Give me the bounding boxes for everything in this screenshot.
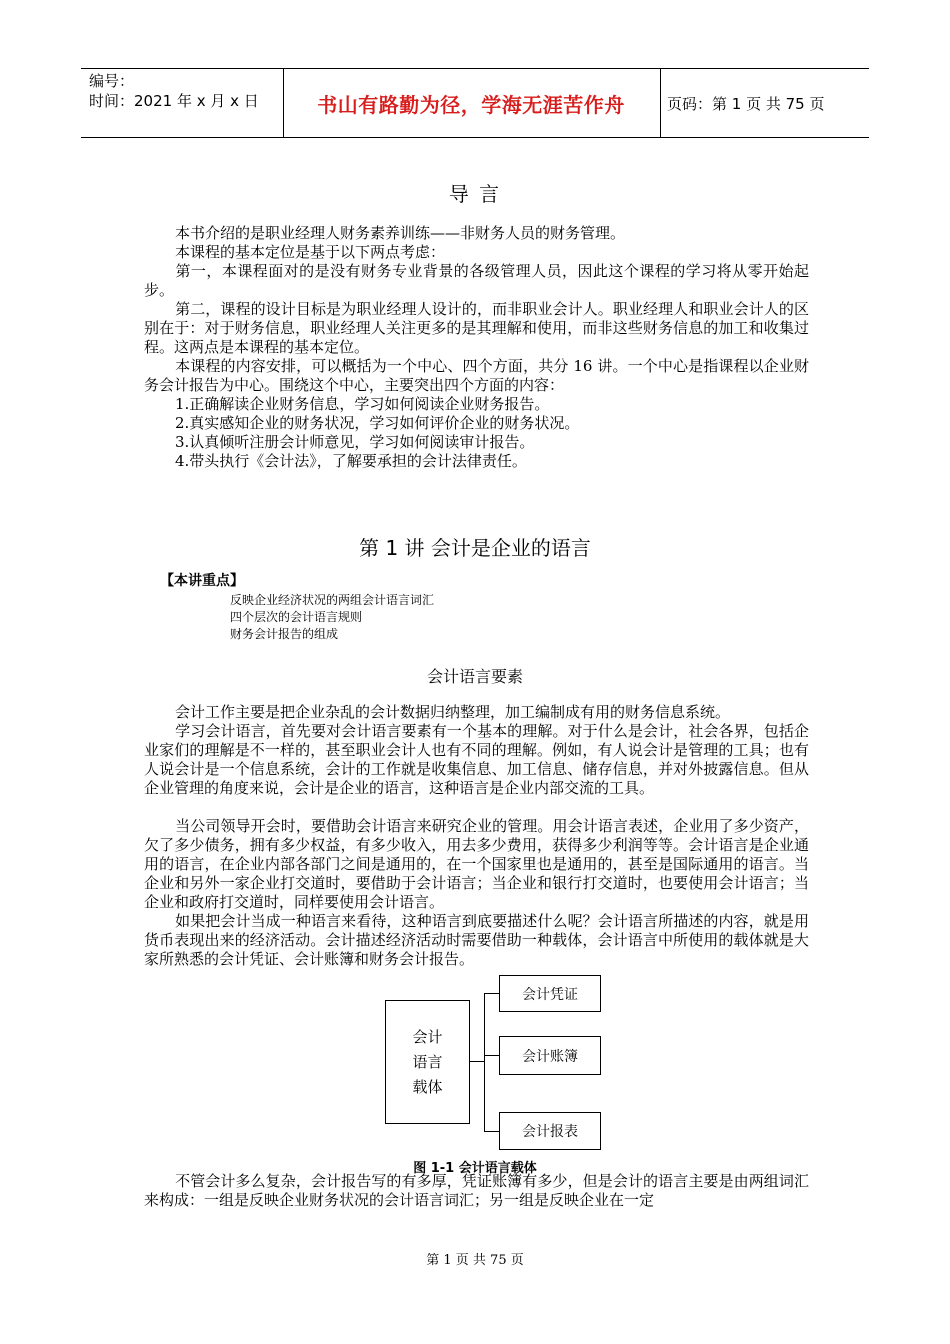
intro-paragraph: 第一，本课程面对的是没有财务专业背景的各级管理人员，因此这个课程的学习将从零开始起步。: [144, 262, 809, 299]
header-meta: [89, 71, 259, 111]
intro-title: 导 言: [448, 182, 502, 206]
intro-list-item: 4.带头执行《会计法》，了解要承担的会计法律责任。: [175, 452, 527, 470]
intro-paragraph: 第二，课程的设计目标是为职业经理人设计的，而非职业会计人。职业经理人和职业会计人的区别在于：对于财务信息，职业经理人关注更多的是其理解和使用，而非这些财务信息的加工和收集过程。这两点是本课程的基本定位。: [144, 300, 809, 356]
diagram-connector: [484, 993, 485, 1131]
diagram-connector: [484, 993, 500, 994]
diagram-child-ledger: 会计账簿: [499, 1036, 601, 1075]
focus-item: 反映企业经济状况的两组会计语言词汇: [230, 593, 435, 607]
lecture-title: 第 1 讲 会计是企业的语言: [359, 536, 591, 560]
section-title: 会计语言要素: [426, 667, 523, 686]
diagram-connector: [484, 1055, 500, 1056]
figure-caption: 图 1-1 会计语言载体: [413, 1161, 537, 1176]
document-date-label: 时间：2021 年 x 月 x 日: [89, 92, 259, 110]
document-number-label: 编号：: [89, 72, 135, 90]
intro-paragraph: 本课程的基本定位是基于以下两点考虑：: [175, 243, 446, 261]
header-page-label: 页码：第 1 页 共 75 页: [667, 94, 825, 113]
focus-item: 四个层次的会计语言规则: [230, 610, 363, 624]
body-paragraph: 不管会计多么复杂，会计报告写的有多厚，凭证账簿有多少，但是会计的语言主要是由两组词汇来构成：一组是反映企业财务状况的会计语言词汇；另一组是反映企业在一定: [144, 1172, 809, 1209]
body-paragraph: 当公司领导开会时，要借助会计语言来研究企业的管理。用会计语言表述，企业用了多少资产，欠了多少债务，拥有多少权益，有多少收入，用去多少费用，获得多少利润等等。会计语言是企业通用的语言，在企业内部各部门之间是通用的，在一个国家里也是通用的，甚至是国际通用的语言。当企业和另外一家企业打交道时，要借助于会计语言；当企业和银行打交道时，也要使用会计语言；当企业和政府打交道时，同样要使用会计语言。: [144, 817, 809, 911]
intro-list-item: 1.正确解读企业财务信息，学习如何阅读企业财务报告。: [175, 395, 550, 413]
body-paragraph: 学习会计语言，首先要对会计语言要素有一个基本的理解。对于什么是会计，社会各界，包括企业家们的理解是不一样的，甚至职业会计人也有不同的理解。例如，有人说会计是管理的工具；也有人说会计是一个信息系统，会计的工作就是收集信息、加工信息、储存信息，并对外披露信息。但从企业管理的角度来说，会计是企业的语言，这种语言是企业内部交流的工具。: [144, 722, 809, 797]
intro-list-item: 2.真实感知企业的财务状况，学习如何评价企业的财务状况。: [175, 414, 580, 432]
diagram-connector: [470, 1061, 485, 1062]
diagram-connector: [484, 1131, 500, 1132]
intro-paragraph: 本课程的内容安排，可以概括为一个中心、四个方面，共分 16 讲。一个中心是指课程以企业财务会计报告为中心。围绕这个中心，主要突出四个方面的内容：: [144, 357, 809, 394]
page-header: [81, 68, 869, 138]
diagram-root-box: 会计 语言 载体: [385, 1000, 470, 1124]
focus-item: 财务会计报告的组成: [230, 627, 339, 641]
diagram-child-report: 会计报表: [499, 1112, 601, 1150]
intro-paragraph: 本书介绍的是职业经理人财务素养训练——非财务人员的财务管理。: [175, 224, 626, 242]
header-motto: 书山有路勤为径，学海无涯苦作舟: [317, 92, 625, 117]
page-footer: 第 1 页 共 75 页: [426, 1253, 524, 1268]
body-paragraph: 如果把会计当成一种语言来看待，这种语言到底要描述什么呢？会计语言所描述的内容，就是用货币表现出来的经济活动。会计描述经济活动时需要借助一种载体，会计语言中所使用的载体就是大家所熟悉的会计凭证、会计账簿和财务会计报告。: [144, 912, 809, 968]
intro-list-item: 3.认真倾听注册会计师意见，学习如何阅读审计报告。: [175, 433, 535, 451]
diagram-child-voucher: 会计凭证: [499, 975, 601, 1012]
focus-label: 【本讲重点】: [160, 573, 244, 589]
body-paragraph: 会计工作主要是把企业杂乱的会计数据归纳整理，加工编制成有用的财务信息系统。: [175, 703, 731, 721]
